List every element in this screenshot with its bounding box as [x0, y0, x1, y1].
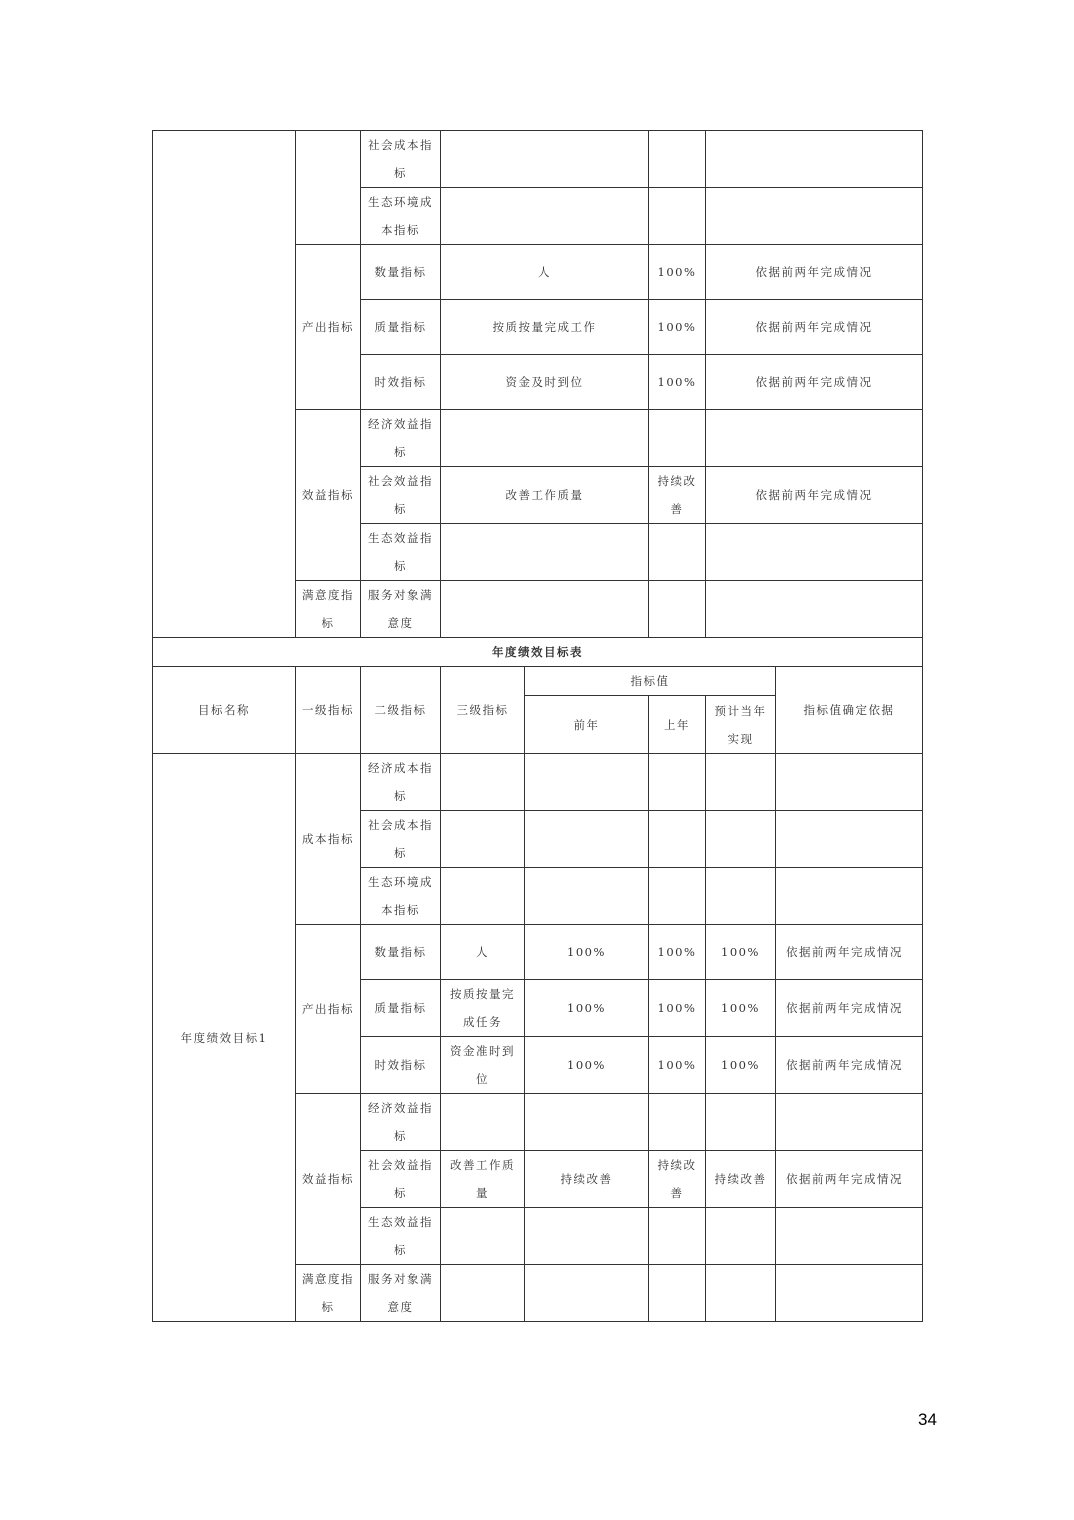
level2-quantity: 数量指标: [361, 245, 441, 300]
level2-service-satisfaction: 服务对象满意度: [361, 1265, 441, 1322]
level2-social-cost: 社会成本指标: [361, 811, 441, 868]
basis-cell: [776, 868, 923, 925]
level3-timeliness: 资金准时到位: [441, 1037, 525, 1094]
value-quality-prev: 100%: [649, 980, 706, 1037]
value-quantity: 100%: [649, 245, 706, 300]
value-cell: [525, 1208, 649, 1265]
value-social-benefit-prev-prev: 持续改善: [525, 1151, 649, 1208]
basis-cell: [776, 811, 923, 868]
level1-satisfaction: 满意度指标: [296, 581, 361, 638]
value-cell: [525, 1265, 649, 1322]
value-cell: [649, 581, 706, 638]
level2-social-benefit: 社会效益指标: [361, 467, 441, 524]
level3-cell: [441, 868, 525, 925]
value-quality-prev-prev: 100%: [525, 980, 649, 1037]
level3-cell: [441, 410, 649, 467]
annual-performance-table: [152, 637, 923, 1322]
header-prev-year: 上年: [649, 696, 706, 754]
value-timeliness-expected: 100%: [706, 1037, 776, 1094]
level2-social-benefit: 社会效益指标: [361, 1151, 441, 1208]
basis-cell: [706, 410, 923, 467]
value-timeliness-prev-prev: 100%: [525, 1037, 649, 1094]
basis-quality: 依据前两年完成情况: [706, 300, 923, 355]
level1-cost-cell: [296, 131, 361, 245]
basis-cell: [776, 1208, 923, 1265]
level3-cell: [441, 524, 649, 581]
performance-table-top: [152, 130, 923, 638]
value-cell: [649, 1208, 706, 1265]
value-cell: [706, 811, 776, 868]
header-target-name: 目标名称: [153, 667, 296, 754]
value-cell: [706, 754, 776, 811]
level3-cell: [441, 131, 649, 188]
level2-eco-cost: 生态环境成本指标: [361, 188, 441, 245]
level3-cell: [441, 754, 525, 811]
value-cell: [525, 811, 649, 868]
value-social-benefit-expected: 持续改善: [706, 1151, 776, 1208]
level3-quantity: 人: [441, 925, 525, 980]
level3-cell: [441, 1094, 525, 1151]
value-cell: [525, 1094, 649, 1151]
value-cell: [525, 868, 649, 925]
target-name-1: 年度绩效目标1: [153, 754, 296, 1322]
level2-quality: 质量指标: [361, 980, 441, 1037]
value-cell: [649, 1265, 706, 1322]
value-social-benefit-prev: 持续改善: [649, 1151, 706, 1208]
level1-satisfaction: 满意度指标: [296, 1265, 361, 1322]
basis-social-benefit: 依据前两年完成情况: [776, 1151, 923, 1208]
value-quantity-expected: 100%: [706, 925, 776, 980]
value-quantity-prev-prev: 100%: [525, 925, 649, 980]
level3-cell: [441, 811, 525, 868]
basis-timeliness: 依据前两年完成情况: [776, 1037, 923, 1094]
level2-eco-benefit: 生态效益指标: [361, 524, 441, 581]
basis-timeliness: 依据前两年完成情况: [706, 355, 923, 410]
value-quantity-prev: 100%: [649, 925, 706, 980]
value-timeliness: 100%: [649, 355, 706, 410]
level2-timeliness: 时效指标: [361, 355, 441, 410]
basis-cell: [706, 188, 923, 245]
header-prev-prev-year: 前年: [525, 696, 649, 754]
value-social-benefit: 持续改善: [649, 467, 706, 524]
level2-quantity: 数量指标: [361, 925, 441, 980]
level3-social-benefit: 改善工作质量: [441, 467, 649, 524]
level1-output: 产出指标: [296, 925, 361, 1094]
value-cell: [649, 188, 706, 245]
level1-benefit: 效益指标: [296, 410, 361, 581]
page-number: 34: [918, 1410, 937, 1429]
value-cell: [649, 811, 706, 868]
level2-econ-benefit: 经济效益指标: [361, 1094, 441, 1151]
value-cell: [649, 524, 706, 581]
basis-cell: [706, 131, 923, 188]
level3-cell: [441, 1265, 525, 1322]
annual-table-title: 年度绩效目标表: [153, 638, 923, 667]
value-timeliness-prev: 100%: [649, 1037, 706, 1094]
level2-service-satisfaction: 服务对象满意度: [361, 581, 441, 638]
level2-econ-cost: 经济成本指标: [361, 754, 441, 811]
level1-benefit: 效益指标: [296, 1094, 361, 1265]
value-cell: [649, 868, 706, 925]
value-cell: [649, 131, 706, 188]
value-cell: [706, 1208, 776, 1265]
basis-social-benefit: 依据前两年完成情况: [706, 467, 923, 524]
level2-timeliness: 时效指标: [361, 1037, 441, 1094]
level2-eco-cost: 生态环境成本指标: [361, 868, 441, 925]
basis-cell: [706, 581, 923, 638]
value-cell: [706, 1265, 776, 1322]
level3-cell: [441, 581, 649, 638]
value-cell: [706, 1094, 776, 1151]
value-cell: [706, 868, 776, 925]
level2-social-cost: 社会成本指标: [361, 131, 441, 188]
basis-cell: [776, 1094, 923, 1151]
level3-cell: [441, 1208, 525, 1265]
level3-cell: [441, 188, 649, 245]
value-quality: 100%: [649, 300, 706, 355]
value-cell: [525, 754, 649, 811]
value-cell: [649, 754, 706, 811]
header-level2: 二级指标: [361, 667, 441, 754]
level2-quality: 质量指标: [361, 300, 441, 355]
level3-timeliness: 资金及时到位: [441, 355, 649, 410]
level2-econ-benefit: 经济效益指标: [361, 410, 441, 467]
level1-output: 产出指标: [296, 245, 361, 410]
value-cell: [649, 1094, 706, 1151]
basis-cell: [776, 1265, 923, 1322]
level1-cost: 成本指标: [296, 754, 361, 925]
header-level3: 三级指标: [441, 667, 525, 754]
level3-quantity: 人: [441, 245, 649, 300]
value-cell: [649, 410, 706, 467]
header-basis: 指标值确定依据: [776, 667, 923, 754]
level2-eco-benefit: 生态效益指标: [361, 1208, 441, 1265]
basis-cell: [706, 524, 923, 581]
basis-quantity: 依据前两年完成情况: [706, 245, 923, 300]
header-expected: 预计当年实现: [706, 696, 776, 754]
basis-quantity: 依据前两年完成情况: [776, 925, 923, 980]
value-quality-expected: 100%: [706, 980, 776, 1037]
basis-quality: 依据前两年完成情况: [776, 980, 923, 1037]
target-name-cell: [153, 131, 296, 638]
level3-quality: 按质按量完成工作: [441, 300, 649, 355]
level3-social-benefit: 改善工作质量: [441, 1151, 525, 1208]
level3-quality: 按质按量完成任务: [441, 980, 525, 1037]
header-level1: 一级指标: [296, 667, 361, 754]
header-indicator-value: 指标值: [525, 667, 776, 696]
basis-cell: [776, 754, 923, 811]
